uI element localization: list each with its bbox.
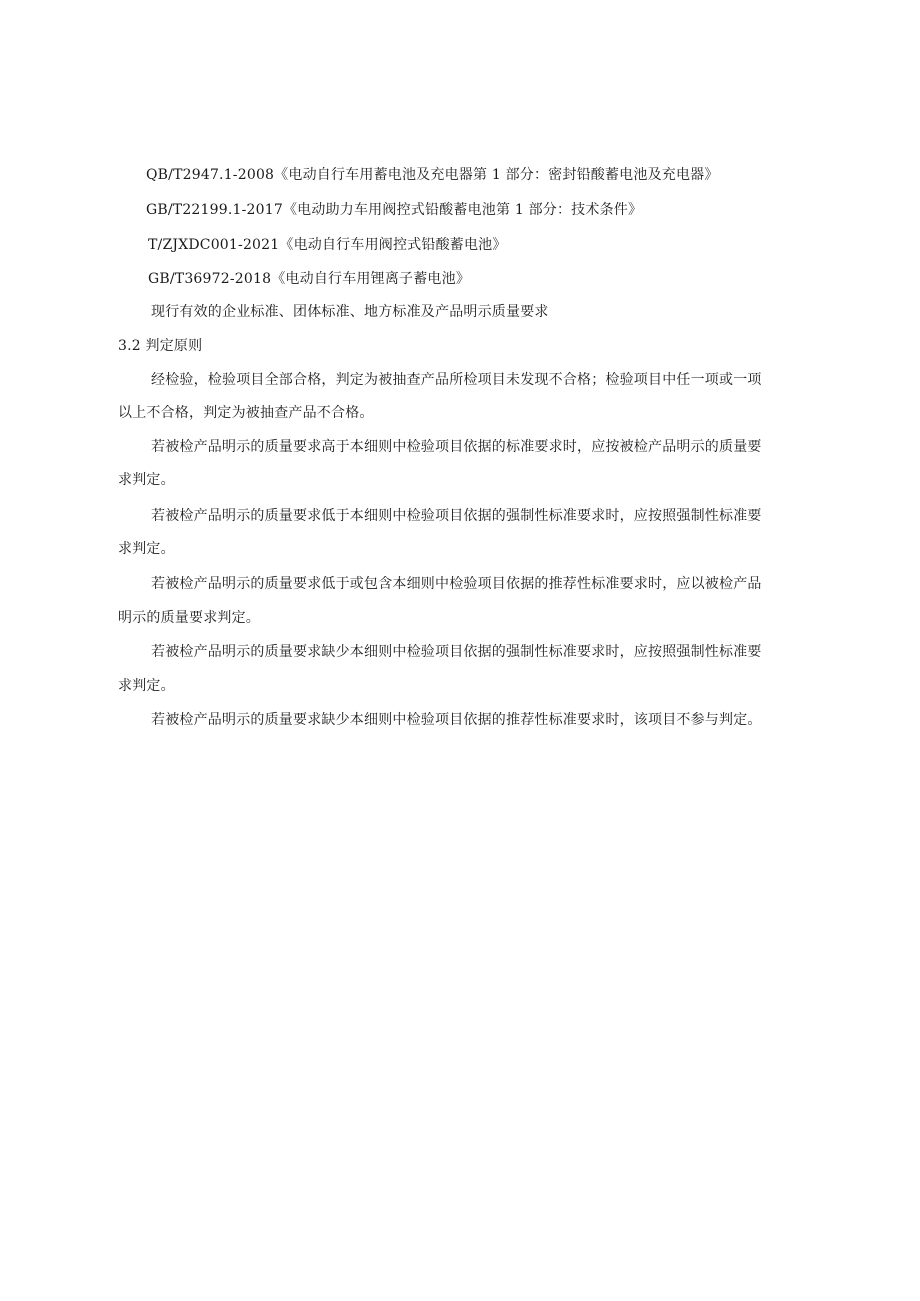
section-heading: 3.2 判定原则 — [118, 338, 203, 354]
paragraph-1-line-2: 以上不合格，判定为被抽查产品不合格。 — [118, 405, 374, 421]
standard-item-gb-t36972: GB/T36972-2018《电动自行车用锂离子蓄电池》 — [148, 271, 471, 287]
standard-item-gb-t22199: GB/T22199.1-2017《电动助力车用阀控式铅酸蓄电池第 1 部分：技术条件》 — [146, 202, 643, 218]
paragraph-5-line-1: 若被检产品明示的质量要求缺少本细则中检验项目依据的强制性标准要求时，应按照强制性标准要 — [151, 644, 762, 660]
paragraph-4-line-1: 若被检产品明示的质量要求低于或包含本细则中检验项目依据的推荐性标准要求时，应以被检产品 — [151, 576, 762, 592]
paragraph-2-line-2: 求判定。 — [118, 472, 175, 488]
paragraph-3-line-2: 求判定。 — [118, 541, 175, 557]
paragraph-3-line-1: 若被检产品明示的质量要求低于本细则中检验项目依据的强制性标准要求时，应按照强制性标准要 — [151, 508, 762, 524]
standard-item-t-zjxdc001: T/ZJXDC001-2021《电动自行车用阀控式铅酸蓄电池》 — [148, 237, 507, 253]
standard-item-qb-t2947: QB/T2947.1-2008《电动自行车用蓄电池及充电器第 1 部分：密封铅酸蓄电池及充电器》 — [146, 167, 719, 183]
paragraph-4-line-2: 明示的质量要求判定。 — [118, 610, 260, 626]
paragraph-2-line-1: 若被检产品明示的质量要求高于本细则中检验项目依据的标准要求时，应按被检产品明示的质量要 — [151, 439, 762, 455]
paragraph-1-line-1: 经检验，检验项目全部合格，判定为被抽查产品所检项目未发现不合格；检验项目中任一项或一项 — [151, 372, 762, 388]
paragraph-5-line-2: 求判定。 — [118, 678, 175, 694]
paragraph-6-line-1: 若被检产品明示的质量要求缺少本细则中检验项目依据的推荐性标准要求时，该项目不参与判定。 — [151, 712, 762, 728]
standard-item-other-requirements: 现行有效的企业标准、团体标准、地方标准及产品明示质量要求 — [151, 304, 549, 320]
